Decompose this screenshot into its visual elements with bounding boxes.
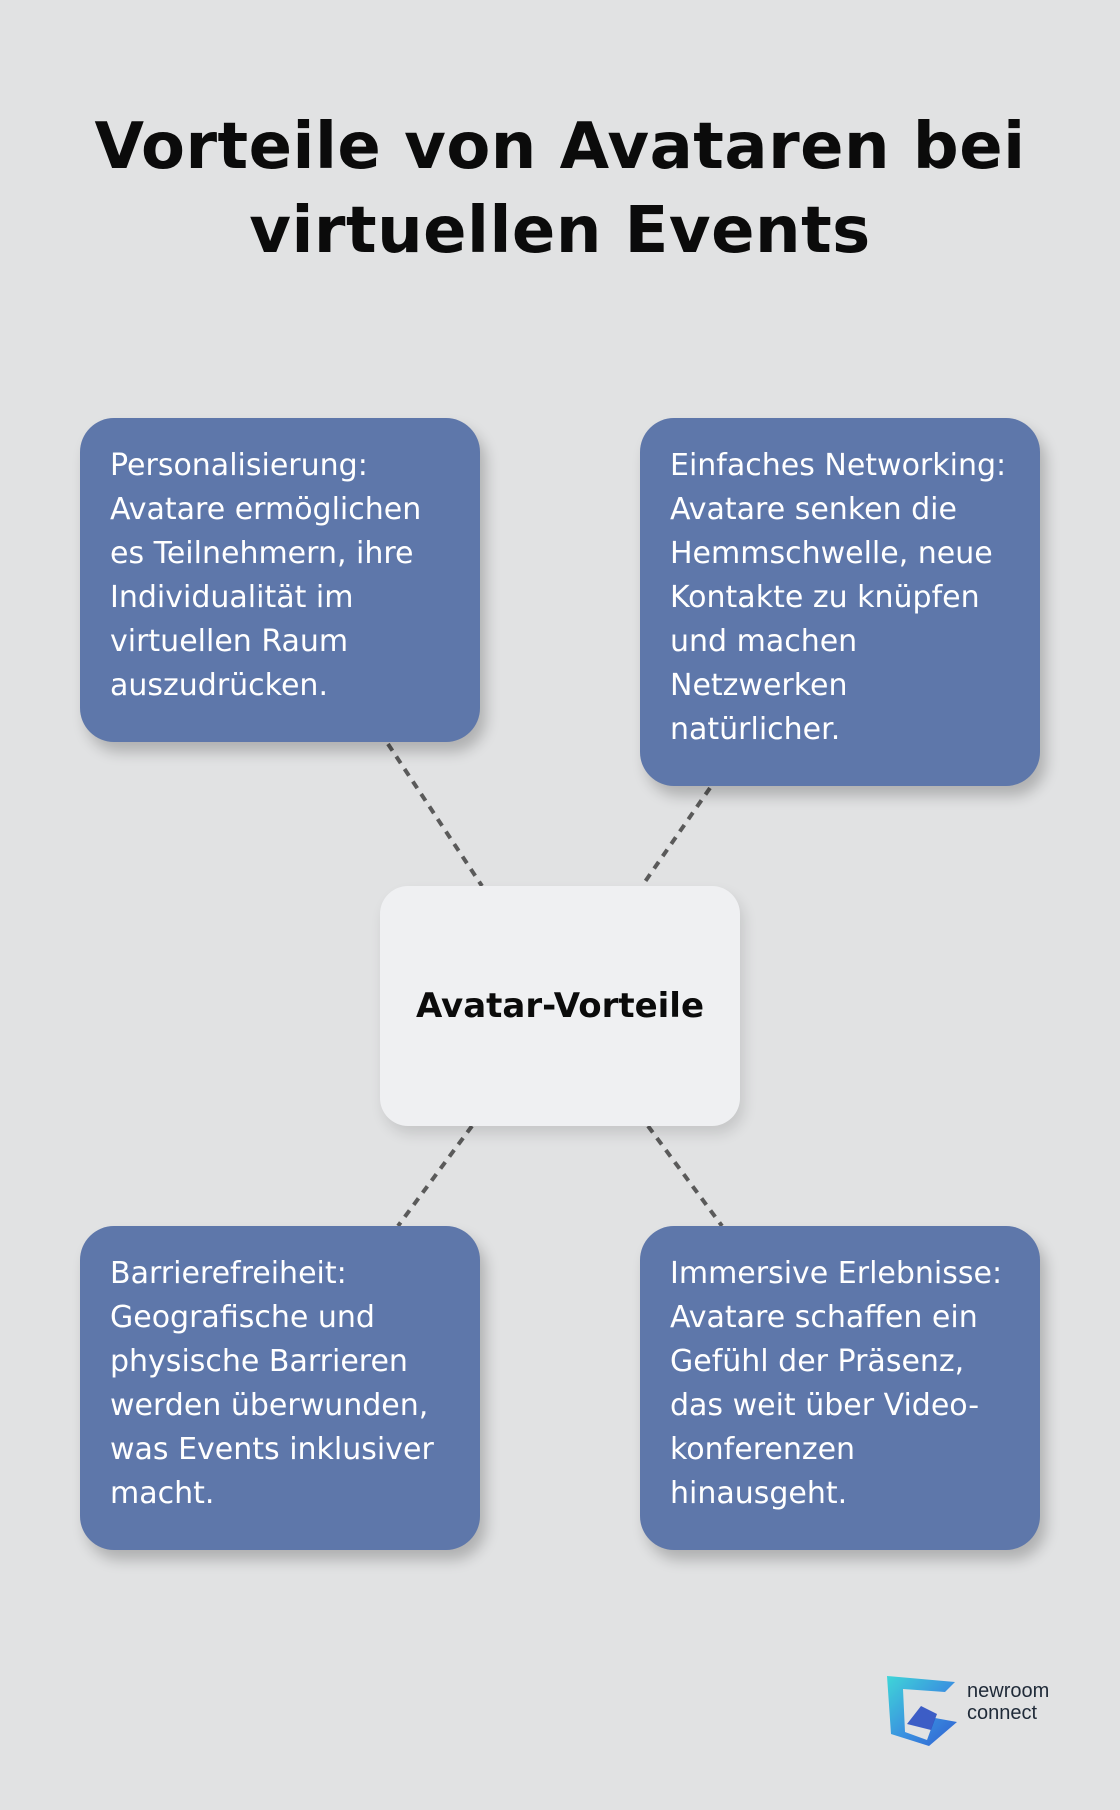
connector-bottom-right [648,1126,722,1226]
benefit-card-networking [640,418,1040,786]
brand-name [967,1680,1049,1724]
benefit-card-text: Immersive Erlebnisse: Avatare schaffen ein Gefühl der Präsenz, das weit über Video-konferenzen hinausgeht. [670,1256,1003,1511]
central-node [380,886,740,1126]
newroom-connect-logo-icon [885,1672,963,1748]
benefit-card-immersive-erlebnisse [640,1226,1040,1550]
benefit-card-barrierefreiheit [80,1226,480,1550]
connector-top-right [642,788,710,886]
benefit-card-text: Einfaches Networking: Avatare senken die Hemmschwelle, neue Kontakte zu knüpfen und machen Netzwerken natürlicher. [670,448,1007,747]
diagram-title: Vorteile von Avataren bei virtuellen Events [94,110,1026,268]
brand-name-line1: newroom [967,1680,1050,1702]
connector-top-left [388,744,482,886]
connector-bottom-left [398,1126,472,1226]
benefit-card-text: Barrierefreiheit: Geografische und physische Barrieren werden überwunden, was Events inklusiver macht. [110,1256,434,1511]
central-node-label: Avatar-Vorteile [415,986,705,1026]
brand-name-line2: connect [967,1702,1038,1724]
brand-logo [885,1672,1065,1748]
benefit-card-text: Personalisierung: Avatare ermöglichen es Teilnehmern, ihre Individualität im virtuellen Raum auszudrücken. [110,448,422,703]
benefit-card-personalisierung [80,418,480,742]
